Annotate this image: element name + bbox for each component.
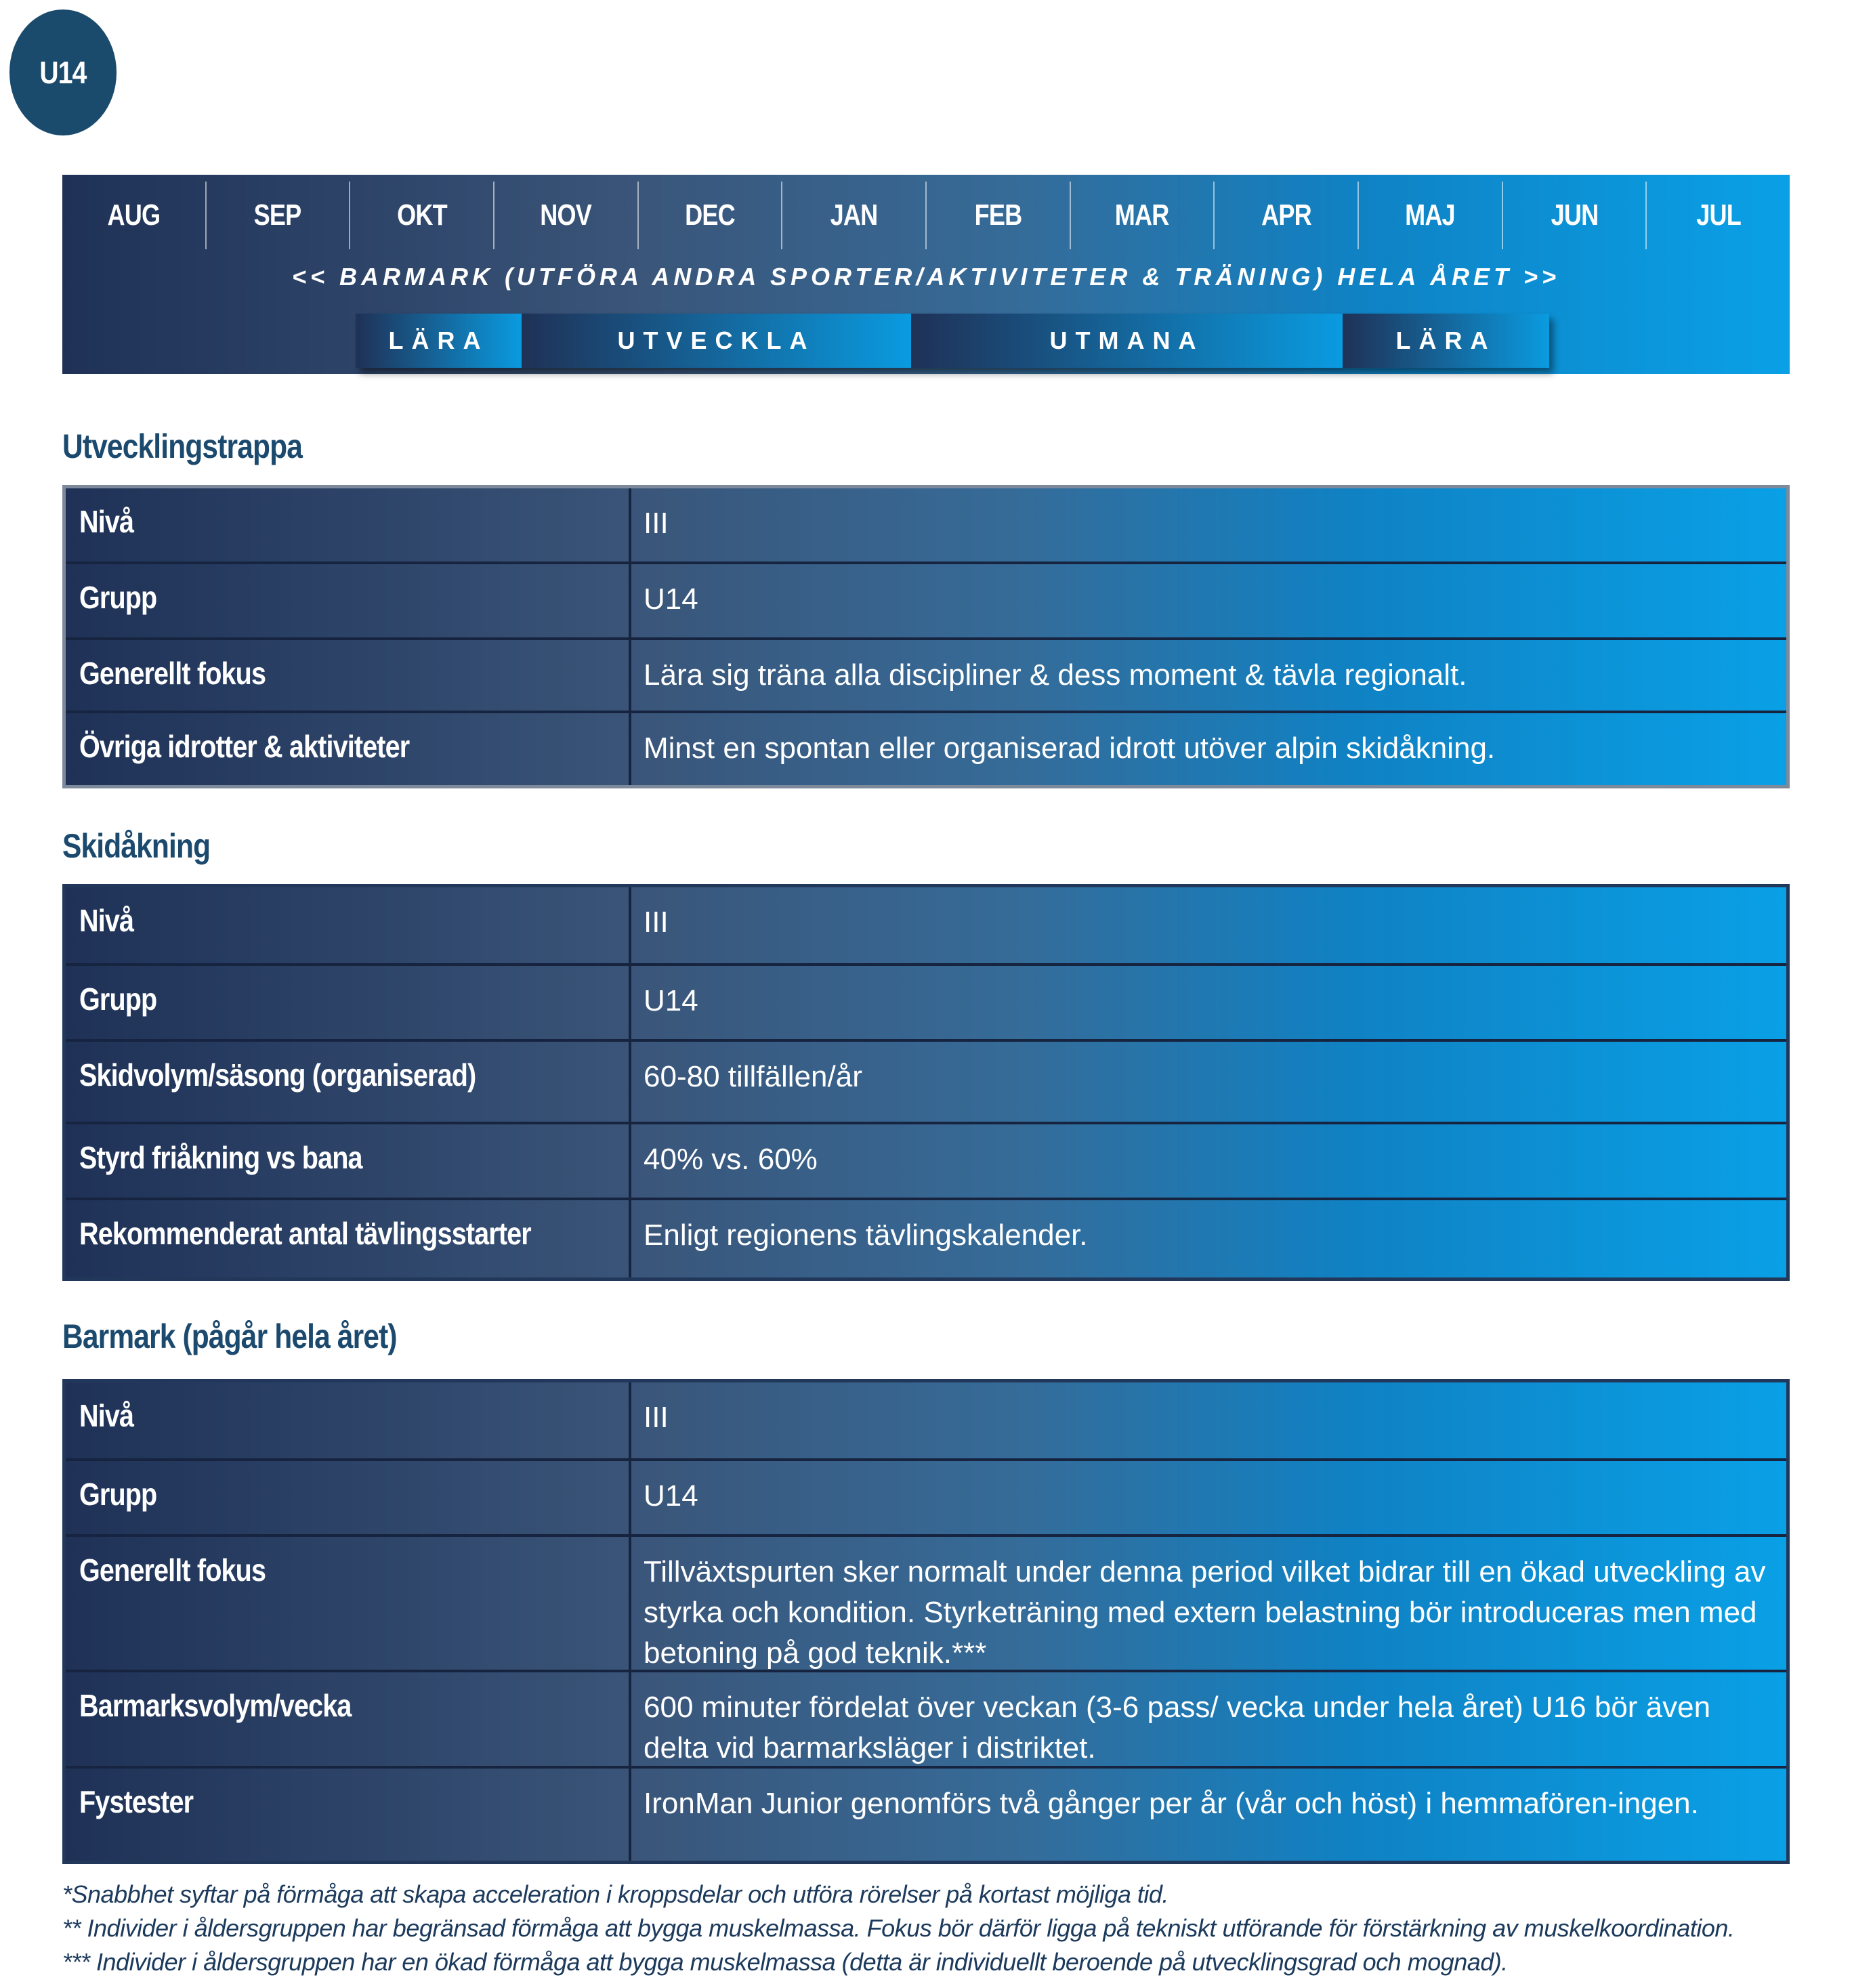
row-value: Enligt regionens tävlingskalender. xyxy=(644,1219,1088,1252)
row-label: Grupp xyxy=(66,564,631,637)
month-nov: NOV xyxy=(494,182,639,249)
row-value: III xyxy=(644,1401,669,1434)
row-label: Nivå xyxy=(66,1382,631,1458)
month-apr: APR xyxy=(1215,182,1359,249)
row-label: Grupp xyxy=(66,966,631,1039)
section-title-skidakning: Skidåkning xyxy=(62,827,211,865)
row-value: U14 xyxy=(644,1479,698,1513)
row-label: Övriga idrotter & aktiviteter xyxy=(66,713,631,785)
table-row xyxy=(66,1124,1786,1200)
table-row xyxy=(66,1672,1786,1769)
row-value: 40% vs. 60% xyxy=(644,1143,818,1176)
row-value: Tillväxtspurten sker normalt under denna period vilket bidrar till en ökad utveckling av styrka och kondition. Styrketräning med extern belastning bör introduceras men med betoning på god teknik.*** xyxy=(644,1555,1766,1670)
month-feb: FEB xyxy=(927,182,1071,249)
section-title-barmark: Barmark (pågår hela året) xyxy=(62,1317,397,1355)
table-row xyxy=(66,1537,1786,1672)
row-label: Fystester xyxy=(66,1769,631,1861)
row-label: Generellt fokus xyxy=(66,1537,631,1670)
phase-utveckla: UTVECKLA xyxy=(522,314,911,368)
month-sep: SEP xyxy=(207,182,351,249)
row-label: Styrd friåkning vs bana xyxy=(66,1124,631,1198)
table-row xyxy=(66,488,1786,564)
row-value: U14 xyxy=(644,984,698,1017)
row-value: 60-80 tillfällen/år xyxy=(644,1060,862,1093)
table-row xyxy=(66,1200,1786,1277)
table-utvecklingstrappa xyxy=(62,485,1790,788)
table-row xyxy=(66,1382,1786,1461)
row-label: Nivå xyxy=(66,488,631,562)
row-label: Nivå xyxy=(66,887,631,963)
table-skidakning xyxy=(62,884,1790,1281)
row-label: Generellt fokus xyxy=(66,640,631,711)
row-value: III xyxy=(644,507,669,540)
section-title-utvecklingstrappa: Utvecklingstrappa xyxy=(62,427,303,465)
month-okt: OKT xyxy=(350,182,494,249)
phase-bar xyxy=(356,314,1549,368)
row-label: Barmarksvolym/vecka xyxy=(66,1672,631,1766)
month-row xyxy=(62,182,1790,249)
footnote-2: ** Individer i åldersgruppen har begränsad förmåga att bygga muskelmassa. Fokus bör därför ligga på tekniskt utförande för förstärkning av muskelkoordination. xyxy=(62,1914,1735,1942)
row-label: Grupp xyxy=(66,1461,631,1534)
month-dec: DEC xyxy=(639,182,783,249)
phase-utmana: UTMANA xyxy=(911,314,1343,368)
row-value: III xyxy=(644,906,669,939)
row-value: IronMan Junior genomförs två gånger per år (vår och höst) i hemmafören-ingen. xyxy=(644,1787,1699,1820)
table-row xyxy=(66,887,1786,966)
barmark-caption: << BARMARK (UTFÖRA ANDRA SPORTER/AKTIVITETER & TRÄNING) HELA ÅRET >> xyxy=(291,263,1561,291)
row-label: Rekommenderat antal tävlingsstarter xyxy=(66,1200,631,1277)
footnote-1: *Snabbhet syftar på förmåga att skapa acceleration i kroppsdelar och utföra rörelser på kortast möjliga tid. xyxy=(62,1880,1169,1908)
row-value: Lära sig träna alla discipliner & dess moment & tävla regionalt. xyxy=(644,658,1467,692)
month-maj: MAJ xyxy=(1359,182,1503,249)
table-barmark xyxy=(62,1379,1790,1864)
footnote-3: *** Individer i åldersgruppen har en ökad förmåga att bygga muskelmassa (detta är individuellt beroende på utvecklingsgrad och mognad). xyxy=(62,1948,1508,1976)
month-jan: JAN xyxy=(782,182,927,249)
row-value: 600 minuter fördelat över veckan (3-6 pass/ vecka under hela året) U16 bör även delta vid barmarksläger i distriktet. xyxy=(644,1691,1711,1764)
table-row xyxy=(66,1769,1786,1861)
table-row xyxy=(66,966,1786,1042)
phase-lara-2: LÄRA xyxy=(1343,314,1549,368)
season-banner xyxy=(62,175,1790,374)
month-mar: MAR xyxy=(1071,182,1215,249)
month-jul: JUL xyxy=(1696,198,1741,232)
table-row xyxy=(66,1042,1786,1124)
month-aug: AUG xyxy=(62,182,207,249)
age-group-badge: U14 xyxy=(9,9,117,135)
footnotes xyxy=(62,1878,1864,1979)
month-jun: JUN xyxy=(1503,182,1647,249)
table-row xyxy=(66,564,1786,640)
phase-lara-1: LÄRA xyxy=(356,314,522,368)
table-row xyxy=(66,640,1786,713)
row-value: U14 xyxy=(644,583,698,616)
table-row xyxy=(66,1461,1786,1537)
row-label: Skidvolym/säsong (organiserad) xyxy=(66,1042,631,1122)
row-value: Minst en spontan eller organiserad idrott utöver alpin skidåkning. xyxy=(644,732,1496,765)
table-row xyxy=(66,713,1786,785)
